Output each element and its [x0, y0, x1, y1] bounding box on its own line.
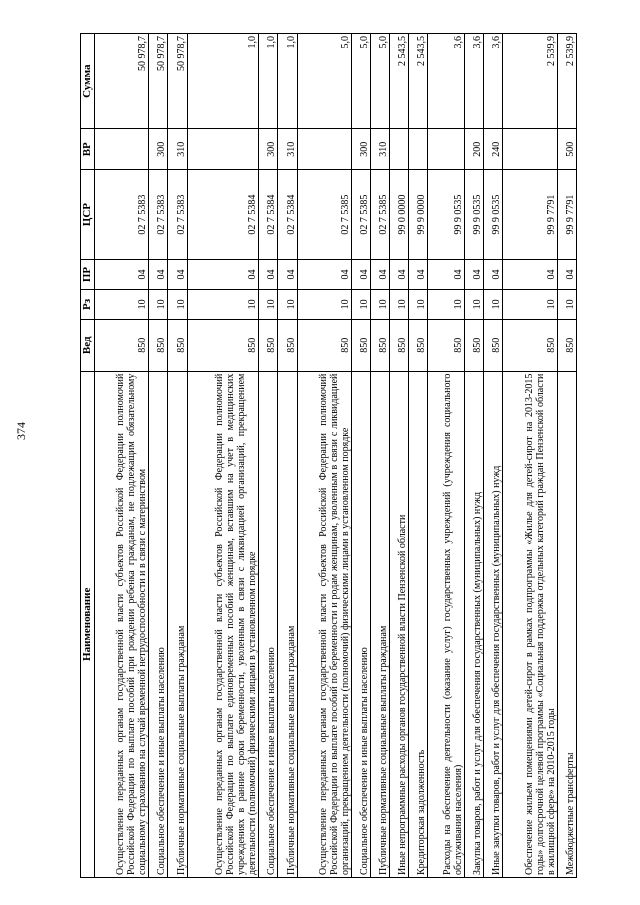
- cell-sum: 5,0: [371, 34, 390, 129]
- cell-name: Кредиторская задолженность: [409, 371, 428, 877]
- cell-vr: 310: [168, 129, 187, 170]
- cell-vr: [95, 129, 149, 170]
- cell-sum: 3,6: [428, 34, 465, 129]
- cell-sum: 2 543,5: [409, 34, 428, 129]
- header-ved: Вед: [81, 319, 95, 371]
- cell-csr: 99 9 0000: [409, 170, 428, 260]
- table-row: [168, 34, 187, 878]
- cell-name: Расходы на обеспечение деятельности (оказание услуг) государственных учреждений (учреждения социального обслуживания населения): [428, 371, 465, 877]
- cell-pr: 04: [187, 260, 259, 290]
- cell-csr: 02 7 5383: [168, 170, 187, 260]
- cell-csr: 02 7 5385: [371, 170, 390, 260]
- cell-pr: 04: [409, 260, 428, 290]
- cell-sum: 50 978,7: [95, 34, 149, 129]
- cell-rz: 10: [259, 289, 278, 319]
- cell-rz: 10: [168, 289, 187, 319]
- cell-vr: [390, 129, 409, 170]
- cell-rz: 10: [428, 289, 465, 319]
- cell-ved: 850: [465, 319, 484, 371]
- cell-rz: 10: [390, 289, 409, 319]
- cell-ved: 850: [390, 319, 409, 371]
- cell-pr: 04: [149, 260, 168, 290]
- cell-sum: 2 543,5: [390, 34, 409, 129]
- header-name: Наименование: [81, 371, 95, 877]
- table-row: [503, 34, 557, 878]
- cell-name: Социальное обеспечение и иные выплаты населению: [351, 371, 370, 877]
- cell-vr: 240: [484, 129, 503, 170]
- cell-pr: 04: [351, 260, 370, 290]
- budget-table-rotated: [80, 33, 577, 878]
- cell-pr: 04: [428, 260, 465, 290]
- cell-csr: 99 9 7791: [557, 170, 576, 260]
- cell-ved: 850: [168, 319, 187, 371]
- cell-ved: 850: [187, 319, 259, 371]
- cell-vr: 310: [278, 129, 297, 170]
- cell-vr: 300: [351, 129, 370, 170]
- cell-ved: 850: [428, 319, 465, 371]
- cell-csr: 02 7 5385: [297, 170, 351, 260]
- cell-name: Осуществление переданных органам государственной власти субъектов Российской Федерации полномочий Российской Федерации по выплате единовременных пособий женщинам, вставшим на учет в медицинских учреждениях в ранние сроки беременности, уволенным в связи с ликвидацией организаций, прекращением деятельности (полномочий) физическими лицами в установленном порядке: [187, 371, 259, 877]
- cell-csr: 99 9 0535: [484, 170, 503, 260]
- cell-csr: 02 7 5383: [149, 170, 168, 260]
- budget-table: [80, 33, 577, 878]
- cell-vr: 500: [557, 129, 576, 170]
- cell-ved: 850: [278, 319, 297, 371]
- cell-name: Обеспечение жильем помещениями детей-сирот в рамках подпрограммы «Жилье для детей-сирот на 2013-2015 годы» долгосрочной целевой программы «Социальная поддержка отдельных категорий граждан Пензенской области в жилищной сфере» на 2010-2015 годы: [503, 371, 557, 877]
- cell-sum: 1,0: [278, 34, 297, 129]
- cell-rz: 10: [95, 289, 149, 319]
- cell-vr: [409, 129, 428, 170]
- cell-name: Иные непрограммные расходы органов государственной власти Пензенской области: [390, 371, 409, 877]
- table-row: [297, 34, 351, 878]
- cell-csr: 99 9 7791: [503, 170, 557, 260]
- cell-name: Социальное обеспечение и иные выплаты населению: [149, 371, 168, 877]
- cell-sum: 2 539,9: [557, 34, 576, 129]
- cell-pr: 04: [168, 260, 187, 290]
- cell-ved: 850: [371, 319, 390, 371]
- cell-ved: 850: [297, 319, 351, 371]
- table-row: [259, 34, 278, 878]
- cell-name: Публичные нормативные социальные выплаты гражданам: [278, 371, 297, 877]
- cell-csr: 02 7 5383: [95, 170, 149, 260]
- table-row: [484, 34, 503, 878]
- cell-rz: 10: [484, 289, 503, 319]
- cell-name: Межбюджетные трансферты: [557, 371, 576, 877]
- table-row: [149, 34, 168, 878]
- cell-vr: 200: [465, 129, 484, 170]
- cell-pr: 04: [371, 260, 390, 290]
- cell-rz: 10: [149, 289, 168, 319]
- table-row: [428, 34, 465, 878]
- cell-name: Публичные нормативные социальные выплаты гражданам: [371, 371, 390, 877]
- cell-vr: [187, 129, 259, 170]
- cell-rz: 10: [278, 289, 297, 319]
- cell-ved: 850: [95, 319, 149, 371]
- cell-name: Осуществление переданных органам государственной власти субъектов Российской Федерации полномочий Российской Федерации по выплате пособий при рождении ребенка гражданам, не подлежащим обязательному социальному страхованию на случай временной нетрудоспособности и в связи с материнством: [95, 371, 149, 877]
- header-pr: ПР: [81, 260, 95, 290]
- cell-rz: 10: [557, 289, 576, 319]
- cell-rz: 10: [465, 289, 484, 319]
- cell-name: Осуществление переданных органам государственной власти субъектов Российской Федерации полномочий Российской Федерации по выплате пособий по беременности и родам женщинам, уволенным в связи с ликвидацией организаций, прекращением деятельности (полномочий) физическими лицами в установленном порядке: [297, 371, 351, 877]
- cell-pr: 04: [259, 260, 278, 290]
- header-vr: ВР: [81, 129, 95, 170]
- cell-sum: 3,6: [465, 34, 484, 129]
- cell-ved: 850: [259, 319, 278, 371]
- page-number: 374: [14, 422, 28, 440]
- cell-sum: 50 978,7: [168, 34, 187, 129]
- header-csr: ЦСР: [81, 170, 95, 260]
- cell-name: Социальное обеспечение и иные выплаты населению: [259, 371, 278, 877]
- cell-pr: 04: [465, 260, 484, 290]
- cell-name: Закупка товаров, работ и услуг для обеспечения государственных (муниципальных) нужд: [465, 371, 484, 877]
- cell-vr: 300: [149, 129, 168, 170]
- cell-csr: 99 0 0000: [390, 170, 409, 260]
- cell-sum: 1,0: [259, 34, 278, 129]
- cell-sum: 3,6: [484, 34, 503, 129]
- cell-vr: 310: [371, 129, 390, 170]
- header-sum: Сумма: [81, 34, 95, 129]
- cell-csr: 02 7 5384: [278, 170, 297, 260]
- cell-rz: 10: [409, 289, 428, 319]
- cell-rz: 10: [187, 289, 259, 319]
- cell-rz: 10: [503, 289, 557, 319]
- cell-csr: 02 7 5384: [187, 170, 259, 260]
- cell-vr: [503, 129, 557, 170]
- cell-csr: 02 7 5385: [351, 170, 370, 260]
- cell-vr: 300: [259, 129, 278, 170]
- table-row: [390, 34, 409, 878]
- cell-pr: 04: [390, 260, 409, 290]
- cell-vr: [428, 129, 465, 170]
- cell-ved: 850: [503, 319, 557, 371]
- cell-sum: 50 978,7: [149, 34, 168, 129]
- table-row: [95, 34, 149, 878]
- header-rz: Рз: [81, 289, 95, 319]
- cell-rz: 10: [297, 289, 351, 319]
- table-row: [557, 34, 576, 878]
- cell-sum: 5,0: [351, 34, 370, 129]
- cell-rz: 10: [371, 289, 390, 319]
- cell-ved: 850: [149, 319, 168, 371]
- cell-ved: 850: [409, 319, 428, 371]
- cell-csr: 02 7 5384: [259, 170, 278, 260]
- cell-ved: 850: [351, 319, 370, 371]
- cell-pr: 04: [484, 260, 503, 290]
- table-row: [465, 34, 484, 878]
- cell-csr: 99 9 0535: [465, 170, 484, 260]
- cell-pr: 04: [557, 260, 576, 290]
- table-row: [409, 34, 428, 878]
- table-header-row: [81, 34, 95, 878]
- table-row: [278, 34, 297, 878]
- cell-ved: 850: [557, 319, 576, 371]
- cell-sum: 2 539,9: [503, 34, 557, 129]
- table-row: [187, 34, 259, 878]
- cell-name: Иные закупки товаров, работ и услуг для обеспечения государственных (муниципальных) нужд: [484, 371, 503, 877]
- cell-csr: 99 9 0535: [428, 170, 465, 260]
- table-row: [371, 34, 390, 878]
- cell-sum: 5,0: [297, 34, 351, 129]
- cell-pr: 04: [503, 260, 557, 290]
- cell-pr: 04: [278, 260, 297, 290]
- table-row: [351, 34, 370, 878]
- cell-pr: 04: [95, 260, 149, 290]
- cell-pr: 04: [297, 260, 351, 290]
- cell-ved: 850: [484, 319, 503, 371]
- cell-name: Публичные нормативные социальные выплаты гражданам: [168, 371, 187, 877]
- cell-vr: [297, 129, 351, 170]
- cell-sum: 1,0: [187, 34, 259, 129]
- cell-rz: 10: [351, 289, 370, 319]
